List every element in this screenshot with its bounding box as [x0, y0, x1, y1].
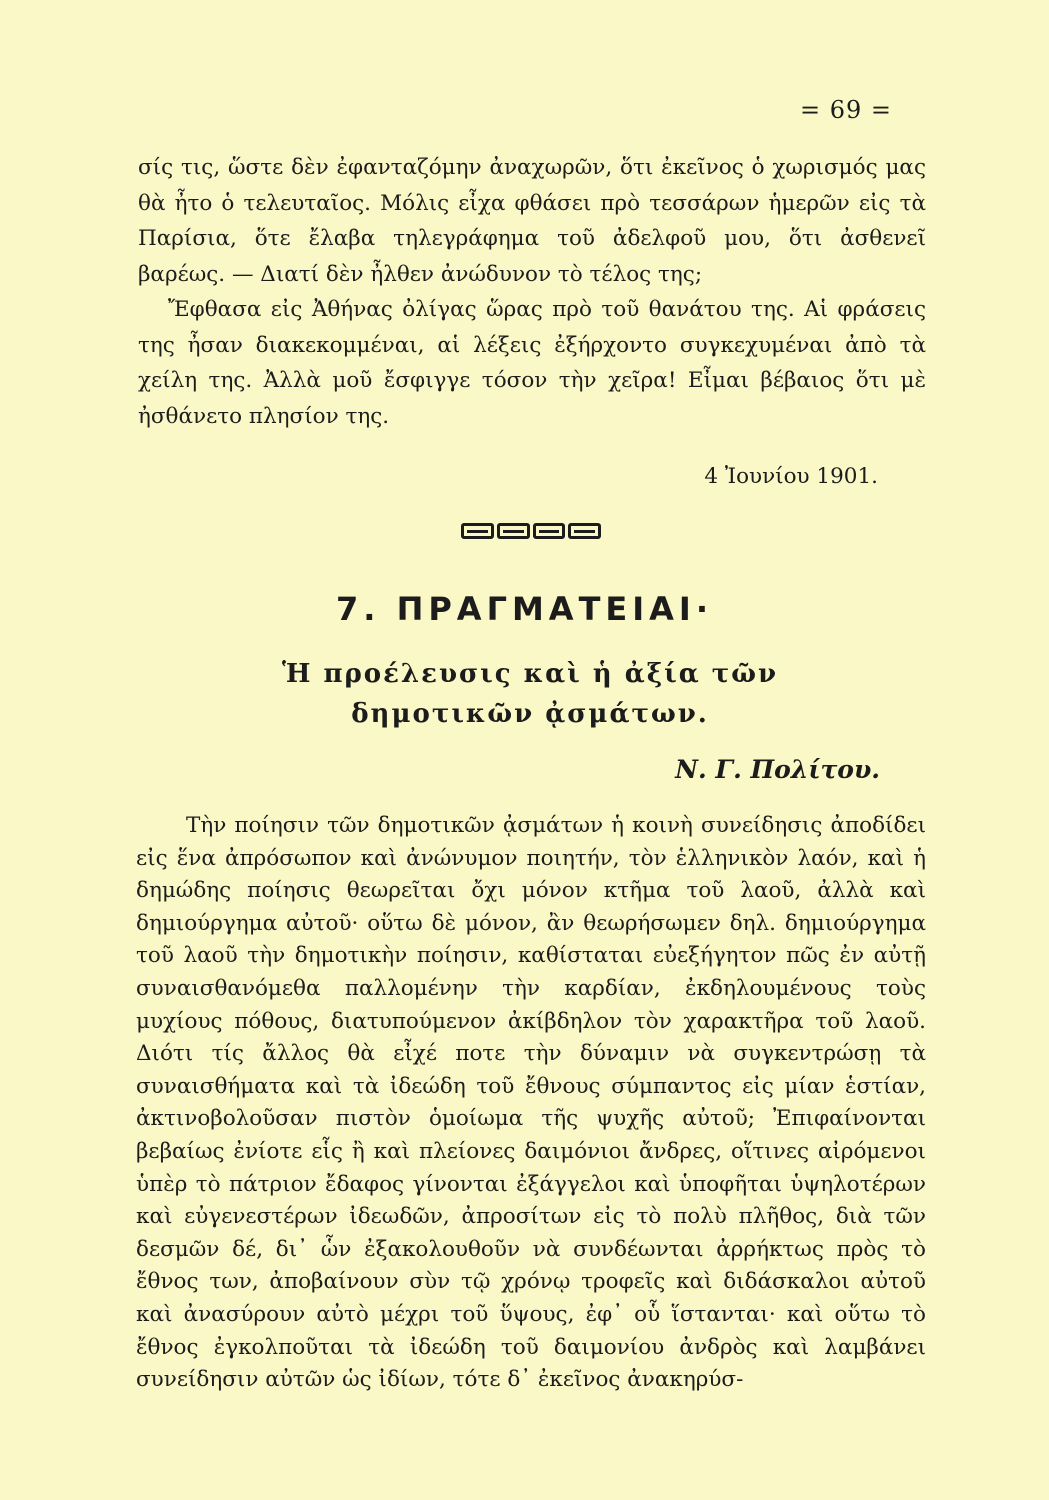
paragraph: σίς τις, ὥστε δὲν ἐφανταζόμην ἀναχωρῶν, ὅτι ἐκεῖνος ὁ χωρισμός μας θὰ ἦτο ὁ τελευταῖος. Μόλις εἶχα φθάσει πρὸ τεσσάρων ἡμερῶν εἰς τὰ Παρίσια, ὅτε ἔλαβα τηλεγράφημα τοῦ ἀδελφοῦ μου, ὅτι ἀσθενεῖ βαρέως. — Διατί δὲν ἦλθεν ἀνώδυνον τὸ τέλος της; [138, 155, 926, 287]
date-line: 4 Ἰουνίου 1901. [704, 464, 878, 489]
ornament-divider [461, 520, 601, 542]
paragraph: Ἔφθασα εἰς Ἀθήνας ὀλίγας ὥρας πρὸ τοῦ θανάτου της. Αἱ φράσεις της ἦσαν διακεκομμέναι, αἱ λέξεις ἐξήρχοντο συγκεχυμέναι ἀπὸ τὰ χείλη της. Ἀλλὰ μοῦ ἔσφιγγε τόσον τὴν χεῖρα! Εἶμαι βέβαιος ὅτι μὲ ἠσθάνετο πλησίον της. [138, 297, 926, 429]
author-line: Ν. Γ. Πολίτου. [675, 755, 880, 784]
page-number: = 69 = [800, 96, 893, 124]
previous-section-text [138, 150, 926, 434]
article-title: Ἡ προέλευσις καὶ ἡ ἀξία τῶν δημοτικῶν ᾀσμάτων. [281, 659, 779, 729]
section-heading: 7. ΠΡΑΓΜΑΤΕΙΑΙ· [336, 590, 713, 628]
body-paragraph: Τὴν ποίησιν τῶν δημοτικῶν ᾀσμάτων ἡ κοινὴ συνείδησις ἀποδίδει εἰς ἕνα ἀπρόσωπον καὶ ἀνώνυμον ποιητήν, τὸν ἑλληνικὸν λαόν, καὶ ἡ δημώδης ποίησις θεωρεῖται ὄχι μόνον κτῆμα τοῦ λαοῦ, ἀλλὰ καὶ δημιούργημα αὐτοῦ· οὕτω δὲ μόνον, ἂν θεωρήσωμεν δηλ. δημιούργημα τοῦ λαοῦ τὴν δημοτικὴν ποίησιν, καθίσταται εὐεξήγητον πῶς ἐν αὐτῇ συναισθανόμεθα παλλομένην τὴν καρδίαν, ἐκδηλουμένους τοὺς μυχίους πόθους, διατυπούμενον ἀκίβδηλον τὸν χαρακτῆρα τοῦ λαοῦ. Διότι τίς ἄλλος θὰ εἶχέ ποτε τὴν δύναμιν νὰ συγκεντρώσῃ τὰ συναισθήματα καὶ τὰ ἰδεώδη τοῦ ἔθνους σύμπαντος εἰς μίαν ἑστίαν, ἀκτινοβολοῦσαν πιστὸν ὁμοίωμα τῆς ψυχῆς αὐτοῦ; Ἐπιφαίνονται βεβαίως ἐνίοτε εἷς ἢ καὶ πλείονες δαιμόνιοι ἄνδρες, οἵτινες αἰρόμενοι ὑπὲρ τὸ πάτριον ἔδαφος γίνονται ἐξάγγελοι καὶ ὑποφῆται ὑψηλοτέρων καὶ εὐγενεστέρων ἰδεωδῶν, ἀπροσίτων εἰς τὸ πολὺ πλῆθος, διὰ τῶν δεσμῶν δέ, δι᾽ ὧν ἐξακολουθοῦν νὰ συνδέωνται ἀρρήκτως πρὸς τὸ ἔθνος των, ἀποβαίνουν σὺν τῷ χρόνῳ τροφεῖς καὶ διδάσκαλοι αὐτοῦ καὶ ἀνασύρουν αὐτὸ μέχρι τοῦ ὕψους, ἐφ᾽ οὗ ἵστανται· καὶ οὕτω τὸ ἔθνος ἐγκολποῦται τὰ ἰδεώδη τοῦ δαιμονίου ἀνδρὸς καὶ λαμβάνει συνείδησιν αὐτῶν ὡς ἰδίων, τότε δ᾽ ἐκεῖνος ἀνακηρύσ- [136, 813, 926, 1393]
